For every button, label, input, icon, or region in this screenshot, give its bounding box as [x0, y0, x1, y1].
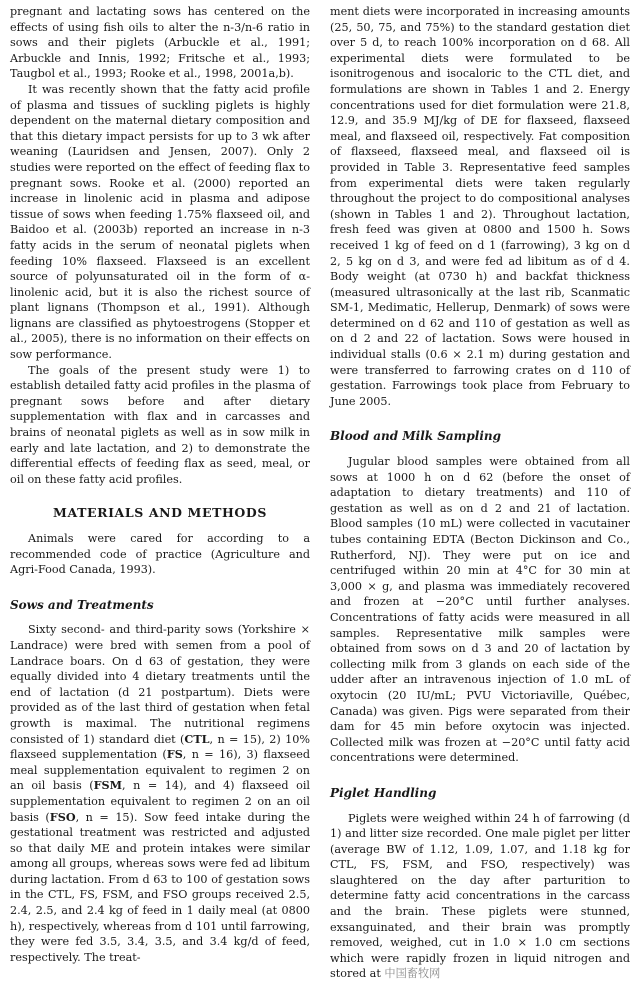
watermark-text: 中国畜牧网	[384, 967, 440, 980]
paragraph-study-goals: The goals of the present study were 1) to establish detailed fatty acid profiles in the plasma of pregnant sows before and after dietary supplementation with flax and in carcasses and brains of neonatal piglets as well as in sow milk in early and late lactation, and 2) to demonstrate the differential effects of feeding flax as seed, meal, or oil on these fatty acid profiles.	[10, 363, 310, 488]
text-segment: , n = 15), 2) 10% flaxseed supplementation (	[10, 733, 310, 762]
paragraph-piglet-handling	[330, 811, 630, 982]
paragraph-diet-formulation: ment diets were incorporated in increasing amounts (25, 50, 75, and 75%) to the standard gestation diet over 5 d, to reach 100% incorporation on d 68. All experimental diets were formulated to be isonitrogenous and isocaloric to the CTL diet, and formulations are shown in Tables 1 and 2. Energy concentrations used for diet formulation were 21.8, 12.9, and 35.9 MJ/kg of DE for flaxseed, flaxseed meal, and flaxseed oil, respectively. Fat composition of flaxseed, flaxseed meal, and flaxseed oil is provided in Table 3. Representative feed samples from experimental diets were taken regularly throughout the project to do compositional analyses (shown in Tables 1 and 2). Throughout lactation, fresh feed was given at 0800 and 1500 h. Sows received 1 kg of feed on d 1 (farrowing), 3 kg on d 2, 5 kg on d 3, and were fed ad libitum as of d 4. Body weight (at 0730 h) and backfat thickness (measured ultrasonically at the last rib, Scanmatic SM-1, Medimatic, Hellerup, Denmark) of sows were determined on d 62 and 110 of gestation as well as on d 2 and 22 of lactation. Sows were housed in individual stalls (0.6 × 2.1 m) during gestation and were transferred to farrowing crates on d 110 of gestation. Farrowings took place from February to June 2005.	[330, 4, 630, 409]
paragraph-sows-treatments	[10, 622, 310, 965]
left-column	[10, 4, 310, 965]
heading-materials-methods: MATERIALS AND METHODS	[10, 505, 310, 521]
text-segment: Piglets were weighed within 24 h of farrowing (d 1) and litter size recorded. One male piglet per litter (average BW of 1.12, 1.09, 1.07, and 1.18 kg for CTL, FS, FSM, and FSO, respectively) was slaughtered on the day after parturition to determine fatty acid concentrations in the carcass and the brain. These piglets were stunned, exsanguinated, and their brain was promptly removed, weighed, cut in 1.0 × 1.0 cm sections which were rapidly frozen in liquid nitrogen and stored at	[330, 812, 630, 981]
text-segment: Sixty second- and third-parity sows (Yorkshire × Landrace) were bred with semen from a pool of Landrace boars. On d 63 of gestation, they were equally divided into 4 dietary treatments until the end of lactation (d 21 postpartum). Diets were provided as of the last third of gestation when fetal growth is maximal. The nutritional regimens consisted of 1) standard diet (	[10, 623, 310, 745]
paragraph-intro-continued: pregnant and lactating sows has centered on the effects of using fish oils to alter the n-3/n-6 ratio in sows and their piglets (Arbuckle et al., 1991; Arbuckle and Innis, 1992; Fritsche et al., 1993; Taugbol et al., 1993; Rooke et al., 1998, 2001a,b).	[10, 4, 310, 82]
abbr-fso: FSO	[50, 810, 76, 824]
heading-sows-treatments: Sows and Treatments	[10, 598, 310, 614]
text-segment: , n = 14), and 4) flaxseed oil supplementation equivalent to regimen 2 on an oil basis (	[10, 779, 310, 823]
abbr-fsm: FSM	[94, 778, 122, 792]
heading-piglet-handling: Piglet Handling	[330, 786, 630, 802]
abbr-ctl: CTL	[184, 732, 209, 746]
text-segment: , n = 15). Sow feed intake during the gestational treatment was restricted and adjusted so that daily ME and protein intakes were similar among all groups, whereas sows were fed ad libitum during lactation. From d 63 to 100 of gestation sows in the CTL, FS, FSM, and FSO groups received 2.5, 2.4, 2.5, and 2.4 kg of feed in 1 daily meal (at 0800 h), respectively, whereas from d 101 until farrowing, they were fed 3.5, 3.4, 3.5, and 3.4 kg/d of feed, respectively. The treat-	[10, 811, 310, 964]
abbr-fs: FS	[167, 747, 183, 761]
text-segment: , n = 16), 3) flaxseed meal supplementation equivalent to regimen 2 on an oil basis (	[10, 748, 310, 792]
paragraph-flax-background: It was recently shown that the fatty acid profile of plasma and tissues of suckling piglets is highly dependent on the maternal dietary composition and that this dietary impact persists for up to 3 wk after weaning (Lauridsen and Jensen, 2007). Only 2 studies were reported on the effect of feeding flax to pregnant sows. Rooke et al. (2000) reported an increase in linolenic acid in plasma and adipose tissue of sows when feeding 1.75% flaxseed oil, and Baidoo et al. (2003b) reported an increase in n-3 fatty acids in the serum of neonatal piglets when feeding 10% flaxseed. Flaxseed is an excellent source of polyunsaturated oil in the form of α-linolenic acid, but it is also the richest source of plant lignans (Thompson et al., 1991). Although lignans are classified as phytoestrogens (Stopper et al., 2005), there is no information on their effects on sow performance.	[10, 82, 310, 363]
paragraph-animal-care: Animals were cared for according to a recommended code of practice (Agriculture and Agri-Food Canada, 1993).	[10, 531, 310, 578]
paragraph-blood-milk-sampling: Jugular blood samples were obtained from all sows at 1000 h on d 62 (before the onset of adaptation to dietary treatments) and 110 of gestation as well as on d 2 and 21 of lactation. Blood samples (10 mL) were collected in vacutainer tubes containing EDTA (Becton Dickinson and Co., Rutherford, NJ). They were put on ice and centrifuged within 20 min at 4°C for 30 min at 3,000 × g, and plasma was immediately recovered and frozen at −20°C until further analyses. Concentrations of fatty acids were measured in all samples. Representative milk samples were obtained from sows on d 3 and 20 of lactation by collecting milk from 3 glands on each side of the udder after an intravenous injection of 1.0 mL of oxytocin (20 IU/mL; PVU Victoriaville, Québec, Canada) was given. Pigs were separated from their dam for 45 min before oxytocin was injected. Collected milk was frozen at −20°C until fatty acid concentrations were determined.	[330, 454, 630, 766]
heading-blood-milk-sampling: Blood and Milk Sampling	[330, 429, 630, 445]
right-column	[330, 4, 630, 982]
